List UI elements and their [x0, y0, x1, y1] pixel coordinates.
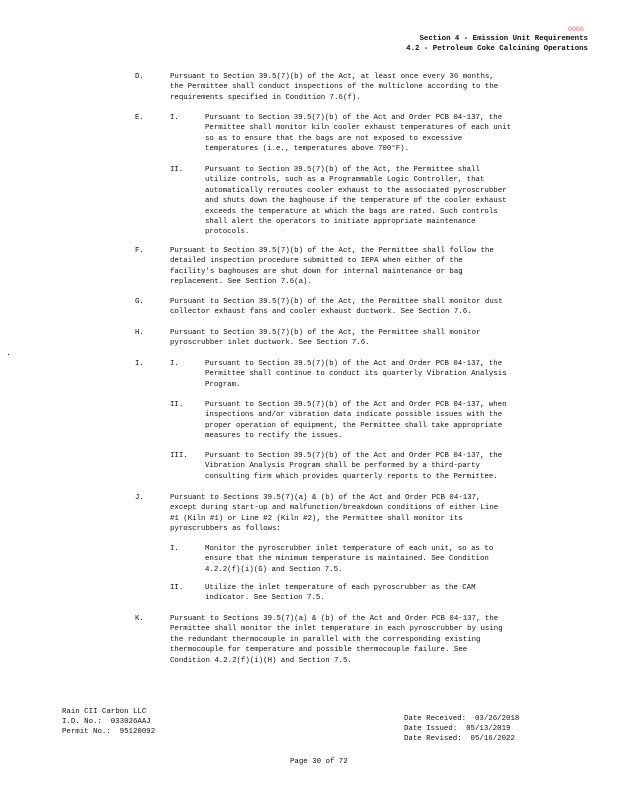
- item-i-sub-text-3: Pursuant to Section 39.5(7)(b) of the Act and Order PCB 04-137, the Vibration Analysis Program shall be performed by a third-party consulting firm which provides quarterly reports to the Permittee.: [205, 452, 503, 481]
- item-e-sub-text-2: Pursuant to Section 39.5(7)(b) of the Act, the Permittee shall utilize controls, such as a Programmable Logic Controller, that automatically reroutes cooler exhaust to the associated pyroscrubber and shuts down the baghouse if the temperature of the cooler exhaust exceeds the temperature at which the bags are rated. Such controls shall alert the operators to initiate appropriate maintenance protocols.: [205, 166, 507, 237]
- item-j-sub-label-1: I.: [170, 545, 179, 553]
- item-label-d: D.: [135, 73, 144, 81]
- item-text-f: Pursuant to Section 39.5(7)(b) of the Act, the Permittee shall follow the detailed inspection procedure submitted to IEPA when either of the facility's baghouses are shut down for internal maintenance or bag replacement. See Section 7.6(a).: [170, 247, 494, 287]
- item-text-h: Pursuant to Section 39.5(7)(b) of the Act, the Permittee shall monitor pyroscrubber inlet ductwork. See Section 7.6.: [170, 329, 481, 348]
- date-issued: Date Issued: 05/13/2019: [404, 725, 511, 733]
- date-revised: Date Revised: 05/16/2022: [404, 735, 515, 743]
- section-title: Section 4 - Emission Unit Requirements: [419, 35, 588, 43]
- item-i-sub-label-1: I.: [170, 360, 179, 368]
- item-label-j: J.: [135, 494, 144, 502]
- item-text-j: Pursuant to Sections 39.5(7)(a) & (b) of the Act and Order PCB 04-137, except during start-up and malfunction/breakdown conditions of either Line #1 (Kiln #1) or Line #2 (Kiln #2), the Permittee shall monitor its pyroscrubbers as follows:: [170, 494, 499, 534]
- item-e-sub-label-2: II.: [170, 166, 184, 174]
- page-stamp: 0000: [568, 26, 584, 33]
- item-i-sub-label-2: II.: [170, 401, 184, 409]
- item-i-sub-text-2: Pursuant to Section 39.5(7)(b) of the Act and Order PCB 04-137, when inspections and/or vibration data indicate possible issues with the proper operation of equipment, the Permittee shall take appropriate measures to rectify the issues.: [205, 401, 507, 441]
- item-label-h: H.: [135, 329, 144, 337]
- item-label-k: K.: [135, 615, 144, 623]
- item-label-e: E.: [135, 114, 144, 122]
- facility-id: I.D. No.: 033026AAJ: [62, 718, 151, 726]
- subsection-title: 4.2 - Petroleum Coke Calcining Operations: [406, 45, 588, 53]
- item-j-sub-text-1: Monitor the pyroscrubber inlet temperature of each unit, so as to ensure that the minimum temperature is maintained. See Condition 4.2.2(f)(i)(G) and Section 7.5.: [205, 545, 494, 574]
- permit-number: Permit No.: 95120092: [62, 728, 156, 736]
- item-j-sub-text-2: Utilize the inlet temperature of each pyroscrubber as the CAM indicator. See Section 7.5.: [205, 584, 476, 603]
- item-label-f: F.: [135, 247, 144, 255]
- item-text-d: Pursuant to Section 39.5(7)(b) of the Act, at least once every 36 months, the Permittee shall conduct inspections of the multiclone according to the requirements specified in Condition 7.6(f).: [170, 73, 499, 102]
- item-text-g: Pursuant to Section 39.5(7)(b) of the Act, the Permittee shall monitor dust collector exhaust fans and cooler exhaust ductwork. See Section 7.6.: [170, 298, 503, 317]
- item-j-sub-label-2: II.: [170, 584, 184, 592]
- page-number: Page 30 of 72: [290, 758, 348, 766]
- scan-speck: [8, 354, 9, 355]
- date-received: Date Received: 03/26/2018: [404, 715, 520, 723]
- item-e-sub-label-1: I.: [170, 114, 179, 122]
- item-i-sub-text-1: Pursuant to Section 39.5(7)(b) of the Act and Order PCB 04-137, the Permittee shall continue to conduct its quarterly Vibration Analysis Program.: [205, 360, 507, 389]
- item-i-sub-label-3: III.: [170, 452, 188, 460]
- item-label-g: G.: [135, 298, 144, 306]
- item-label-i: I.: [135, 360, 144, 368]
- item-text-k: Pursuant to Sections 39.5(7)(a) & (b) of the Act and Order PCB 04-137, the Permittee shall monitor the inlet temperature in each pyroscrubber by using the redundant thermocouple in parallel with the corresponding existing thermocouple for temperature and possible thermocouple failure. See Condition 4.2.2(f)(i)(H) and Section 7.5.: [170, 615, 503, 665]
- item-e-sub-text-1: Pursuant to Section 39.5(7)(b) of the Act and Order PCB 04-137, the Permittee shall monitor kiln cooler exhaust temperatures of each unit so as to ensure that the bags are not exposed to excessive temperatures (i.e., temperatures above 700°F).: [205, 114, 512, 154]
- company-name: Rain CII Carbon LLC: [62, 708, 147, 716]
